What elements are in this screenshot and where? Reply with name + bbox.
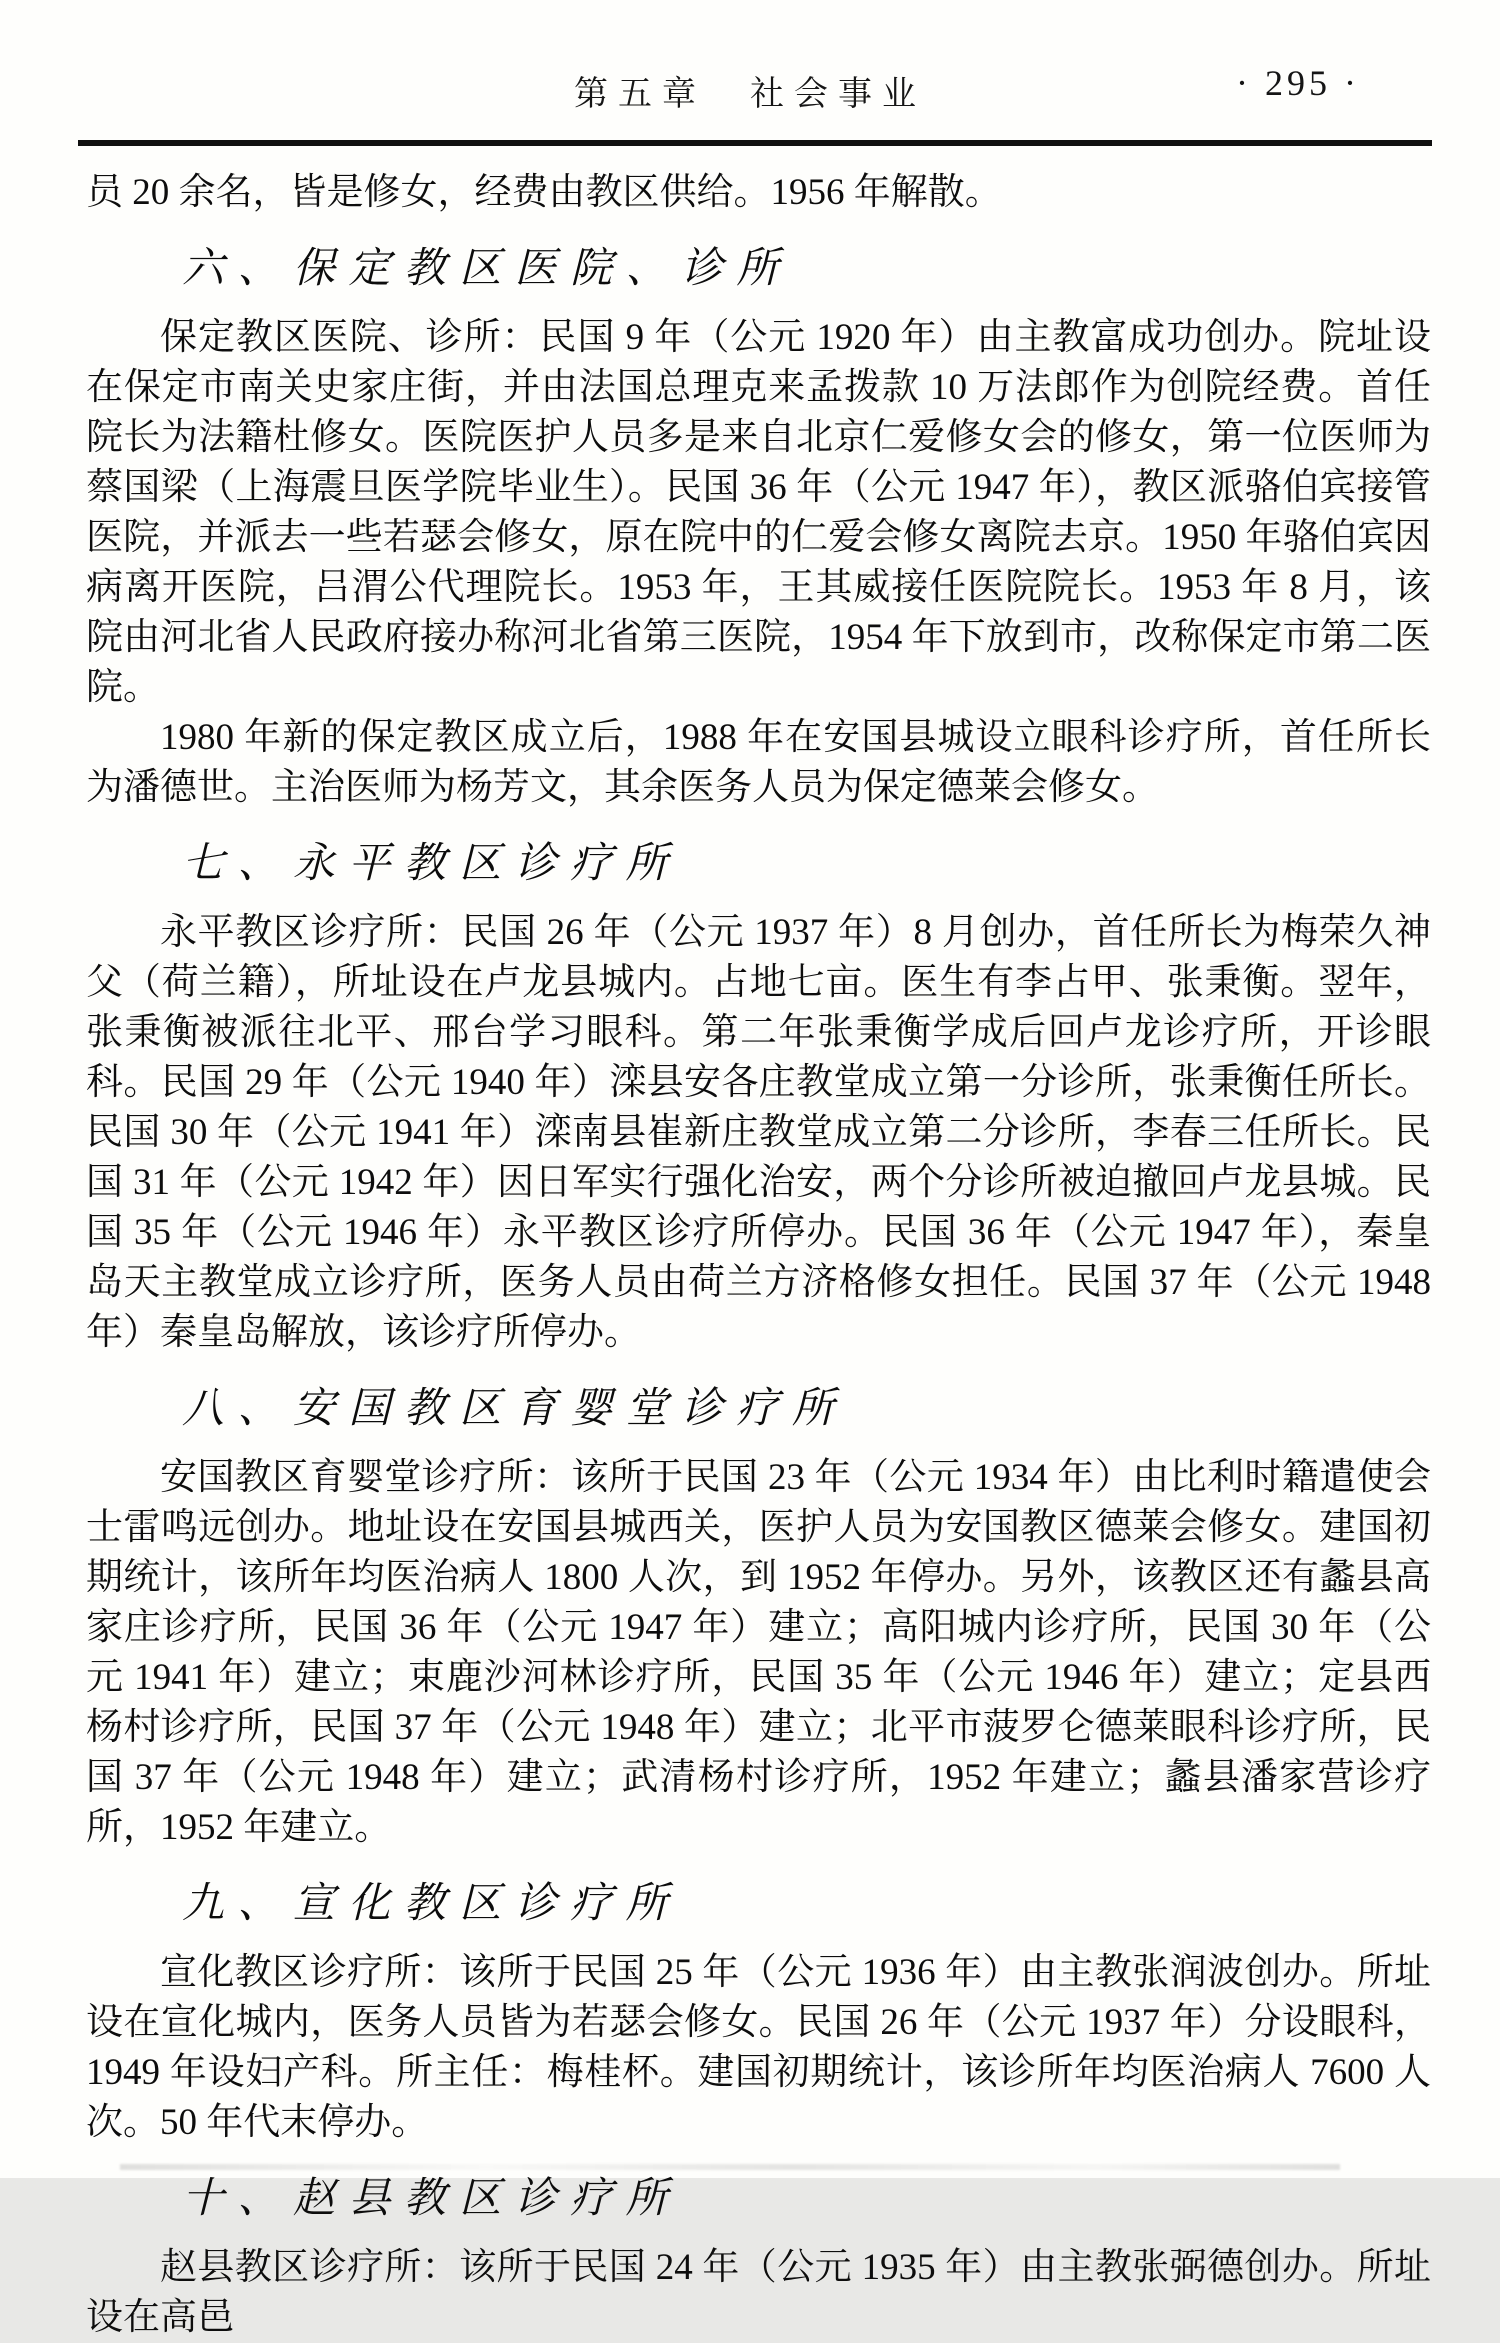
scan-artifact	[120, 2164, 1340, 2170]
paragraph-xuanhua-clinic: 宣化教区诊疗所：该所于民国 25 年（公元 1936 年）由主教张润波创办。所址设在宣化城内，医务人员皆为若瑟会修女。民国 26 年（公元 1937 年）分设眼科，1949 年设妇产科。所主任：梅桂杯。建国初期统计，该诊所年均医治病人 7600 人次。50 年代末停办。	[86, 1952, 1431, 2143]
section-heading-8-anguo: 八、安国教区育婴堂诊疗所	[182, 1386, 848, 1432]
page-header	[0, 0, 1500, 146]
header-rule	[78, 140, 1432, 146]
paragraph-baoding-1980: 1980 年新的保定教区成立后，1988 年在安国县城设立眼科诊疗所，首任所长为潘德世。主治医师为杨芳文，其余医务人员为保定德莱会修女。	[86, 717, 1431, 808]
section-heading-7-yongping: 七、永平教区诊疗所	[182, 841, 681, 887]
paragraph-zhaoxian-clinic: 赵县教区诊疗所：该所于民国 24 年（公元 1935 年）由主教张弼德创办。所址设在高邑	[86, 2247, 1431, 2338]
section-heading-6-baoding: 六、保定教区医院、诊所	[182, 246, 792, 292]
page-number: · 295 ·	[1236, 63, 1360, 103]
chapter-title: 第五章 社会事业	[574, 76, 926, 113]
continuation-line: 员 20 余名，皆是修女，经费由教区供给。1956 年解散。	[86, 172, 1002, 213]
paragraph-baoding-hospital: 保定教区医院、诊所：民国 9 年（公元 1920 年）由主教富成功创办。院址设在保定市南关史家庄街，并由法国总理克来孟拨款 10 万法郎作为创院经费。首任院长为法籍杜修女。医院医护人员多是来自北京仁爱修女会的修女，第一位医师为蔡国梁（上海震旦医学院毕业生）。民国 36 年（公元 1947 年），教区派骆伯宾接管医院，并派去一些若瑟会修女，原在院中的仁爱会修女离院去京。1950 年骆伯宾因病离开医院，吕渭公代理院长。1953 年，王其威接任医院院长。1953 年 8 月，该院由河北省人民政府接办称河北省第三医院，1954 年下放到市，改称保定市第二医院。	[86, 317, 1431, 708]
paragraph-anguo-clinic: 安国教区育婴堂诊疗所：该所于民国 23 年（公元 1934 年）由比利时籍遣使会士雷鸣远创办。地址设在安国县城西关，医护人员为安国教区德莱会修女。建国初期统计，该所年均医治病人 1800 人次，到 1952 年停办。另外，该教区还有蠡县高家庄诊疗所，民国 36 年（公元 1947 年）建立；高阳城内诊疗所，民国 30 年（公元 1941 年）建立；束鹿沙河林诊疗所，民国 35 年（公元 1946 年）建立；定县西杨村诊疗所，民国 37 年（公元 1948 年）建立；北平市菠罗仑德莱眼科诊疗所，民国 37 年（公元 1948 年）建立；武清杨村诊疗所，1952 年建立；蠡县潘家营诊疗所，1952 年建立。	[86, 1457, 1431, 1848]
section-heading-9-xuanhua: 九、宣化教区诊疗所	[182, 1881, 681, 1927]
section-heading-10-zhaoxian: 十、赵县教区诊疗所	[182, 2176, 681, 2222]
page-body	[0, 146, 1500, 2343]
paragraph-yongping-clinic: 永平教区诊疗所：民国 26 年（公元 1937 年）8 月创办，首任所长为梅荣久神父（荷兰籍），所址设在卢龙县城内。占地七亩。医生有李占甲、张秉衡。翌年，张秉衡被派往北平、邢台学习眼科。第二年张秉衡学成后回卢龙诊疗所，开诊眼科。民国 29 年（公元 1940 年）滦县安各庄教堂成立第一分诊所，张秉衡任所长。民国 30 年（公元 1941 年）滦南县崔新庄教堂成立第二分诊所，李春三任所长。民国 31 年（公元 1942 年）因日军实行强化治安，两个分诊所被迫撤回卢龙县城。民国 35 年（公元 1946 年）永平教区诊疗所停办。民国 36 年（公元 1947 年），秦皇岛天主教堂成立诊疗所，医务人员由荷兰方济格修女担任。民国 37 年（公元 1948 年）秦皇岛解放，该诊疗所停办。	[86, 912, 1431, 1353]
